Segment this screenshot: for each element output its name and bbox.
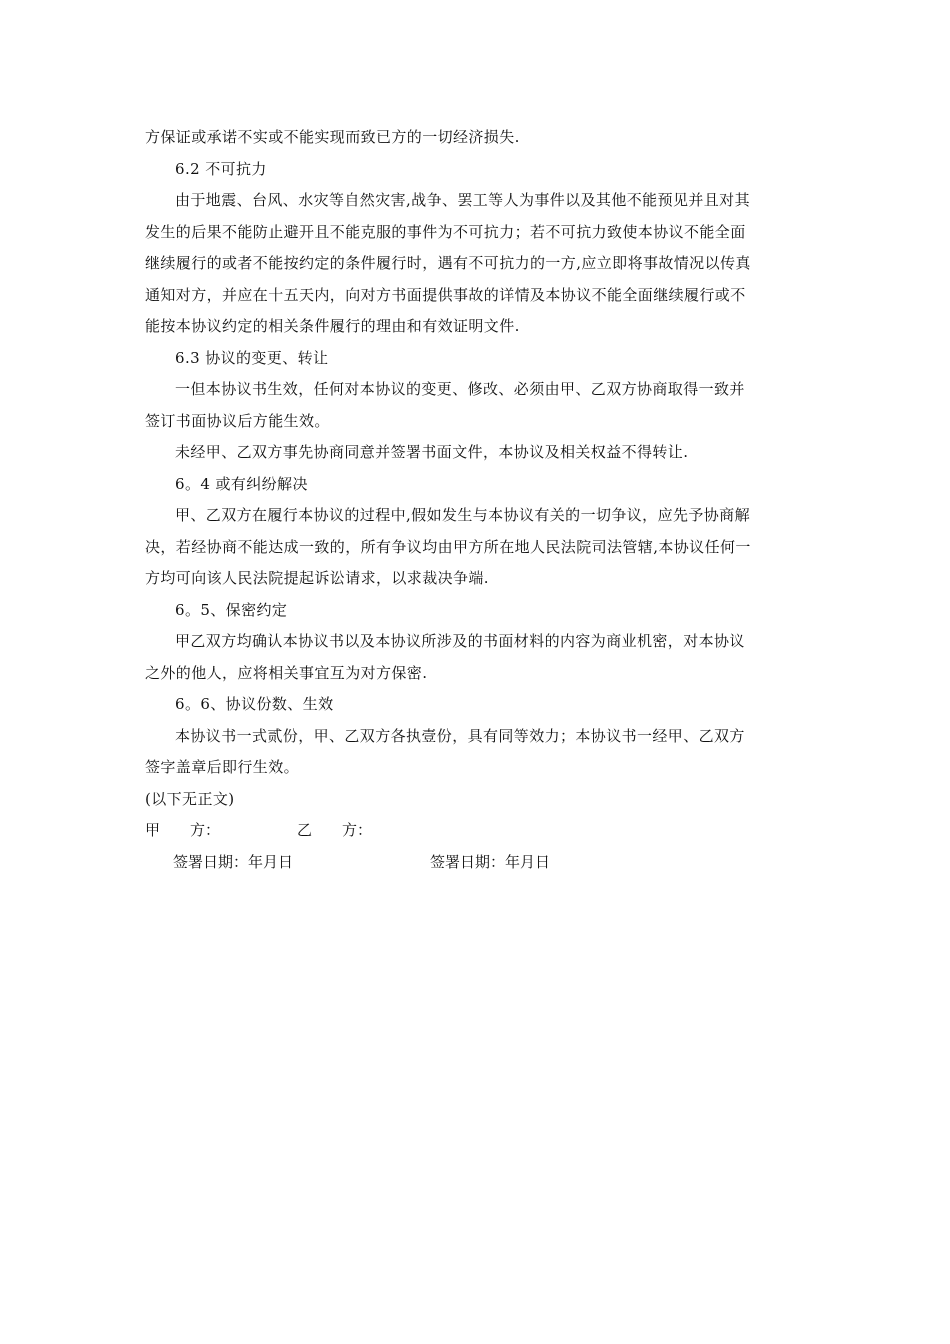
text-line: 甲乙双方均确认本协议书以及本协议所涉及的书面材料的内容为商业机密，对本协议 bbox=[175, 632, 745, 650]
signature-dates-row bbox=[145, 847, 810, 879]
text-line: 签字盖章后即行生效。 bbox=[145, 758, 300, 776]
party-b-signature-label: 乙 方： bbox=[297, 821, 373, 839]
text-line: 签订书面协议后方能生效。 bbox=[145, 411, 330, 430]
text-line: 继续履行的或者不能按约定的条件履行时，遇有不可抗力的一方,应立即将事故情况以传真 bbox=[145, 254, 751, 272]
section-heading: 6。6、协议份数、生效 bbox=[175, 695, 334, 713]
text-line: 本协议书一式贰份，甲、乙双方各执壹份，具有同等效力；本协议书一经甲、乙双方 bbox=[175, 726, 745, 745]
text-line: 一但本协议书生效，任何对本协议的变更、修改、必须由甲、乙双方协商取得一致并 bbox=[175, 380, 745, 398]
text-line: 甲、乙双方在履行本协议的过程中,假如发生与本协议有关的一切争议，应先予协商解 bbox=[175, 506, 750, 524]
document-page bbox=[145, 122, 810, 878]
text-line: 发生的后果不能防止避开且不能克服的事件为不可抗力；若不可抗力致使本协议不能全面 bbox=[145, 222, 746, 241]
section-heading: 6.3 协议的变更、转让 bbox=[175, 348, 329, 367]
signature-parties-row bbox=[145, 815, 810, 847]
section-heading: 6。4 或有纠纷解决 bbox=[175, 474, 308, 493]
section-heading: 6。5、保密约定 bbox=[175, 600, 288, 619]
no-more-text-note: (以下无正文) bbox=[145, 789, 235, 808]
party-a-signature-label: 甲 方： bbox=[145, 821, 221, 839]
party-a-sign-date: 签署日期：年月日 bbox=[173, 852, 294, 871]
text-line: 方均可向该人民法院提起诉讼请求，以求裁决争端. bbox=[145, 569, 489, 587]
text-line: 由于地震、台风、水灾等自然灾害,战争、罢工等人为事件以及其他不能预见并且对其 bbox=[175, 191, 750, 209]
party-b-sign-date: 签署日期：年月日 bbox=[430, 852, 551, 871]
text-line: 决，若经协商不能达成一致的，所有争议均由甲方所在地人民法院司法管辖,本协议任何一 bbox=[145, 537, 751, 556]
text-line: 能按本协议约定的相关条件履行的理由和有效证明文件. bbox=[145, 317, 520, 335]
document-body bbox=[145, 122, 810, 815]
text-line: 未经甲、乙双方事先协商同意并签署书面文件，本协议及相关权益不得转让. bbox=[175, 443, 689, 461]
text-line: 方保证或承诺不实或不能实现而致已方的一切经济损失. bbox=[145, 128, 520, 146]
section-heading: 6.2 不可抗力 bbox=[175, 159, 267, 178]
text-line: 之外的他人，应将相关事宜互为对方保密. bbox=[145, 663, 428, 682]
text-line: 通知对方，并应在十五天内，向对方书面提供事故的详情及本协议不能全面继续履行或不 bbox=[145, 285, 746, 304]
